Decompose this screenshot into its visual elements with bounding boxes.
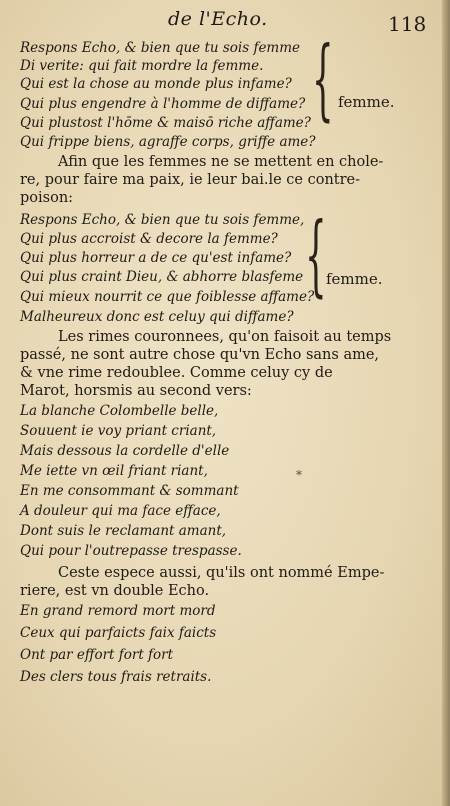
verse-line: Ceux qui parfaicts faix faicts xyxy=(20,625,217,641)
prose-line: Marot, horsmis au second vers: xyxy=(20,383,252,399)
curly-brace: { xyxy=(305,204,327,309)
stanza-1-line: Qui est la chose au monde plus infame? xyxy=(20,76,292,92)
verse-line: Me iette vn œil friant riant, xyxy=(20,463,208,479)
stanza-2-line: Qui plus horreur a de ce qu'est infame? xyxy=(20,250,292,266)
verse-line: Dont suis le reclamant amant, xyxy=(20,523,227,539)
stanza-1-line: Qui plus engendre à l'homme de diffame? xyxy=(20,96,306,112)
verse-line: En me consommant & sommant xyxy=(20,483,239,499)
stanza-1-line: Qui frippe biens, agraffe corps, griffe ame? xyxy=(20,134,316,150)
stanza-1-line: Respons Echo, & bien que tu sois femme xyxy=(20,40,301,56)
page-gutter xyxy=(442,0,450,806)
prose-line: riere, est vn double Echo. xyxy=(20,583,210,599)
verse-line: A douleur qui ma face efface, xyxy=(20,503,221,519)
prose-line: Ceste espece aussi, qu'ils ont nommé Empe- xyxy=(58,565,385,581)
verse-line: Souuent ie voy priant criant, xyxy=(20,423,217,439)
prose-line: Afin que les femmes ne se mettent en chole- xyxy=(58,154,384,170)
stanza-2-line: Qui mieux nourrit ce que foiblesse affame? xyxy=(20,289,315,305)
verse-line: La blanche Colombelle belle, xyxy=(20,403,219,419)
page-header xyxy=(0,6,450,34)
verse-line: Mais dessous la cordelle d'elle xyxy=(20,443,230,459)
verse-line: Qui pour l'outrepasse trespasse. xyxy=(20,543,242,559)
brace-word: femme. xyxy=(338,93,395,111)
running-head: de l'Echo. xyxy=(168,8,268,30)
page-number: 118 xyxy=(388,12,427,36)
verse-line: Ont par effort fort fort xyxy=(20,647,174,663)
stanza-1-line: Di verite: qui fait mordre la femme. xyxy=(20,58,264,74)
prose-line: poison: xyxy=(20,190,74,206)
stanza-2-line: Qui plus accroist & decore la femme? xyxy=(20,231,278,247)
stanza-2-line: Qui plus craint Dieu, & abhorre blasfeme xyxy=(20,269,304,285)
verse-line: Des clers tous frais retraits. xyxy=(20,669,212,685)
stanza-2-line: Malheureux donc est celuy qui diffame? xyxy=(20,309,294,325)
prose-line: Les rimes couronnees, qu'on faisoit au temps xyxy=(58,329,392,345)
catch-mark: * xyxy=(296,468,302,482)
verse-line: En grand remord mort mord xyxy=(20,603,216,619)
stanza-1-line: Qui plustost l'hōme & maisō riche affame? xyxy=(20,115,311,131)
curly-brace: { xyxy=(312,28,334,133)
prose-line: passé, ne sont autre chose qu'vn Echo sans ame, xyxy=(20,347,380,363)
prose-line: re, pour faire ma paix, ie leur bai.le ce contre- xyxy=(20,172,361,188)
stanza-2-line: Respons Echo, & bien que tu sois femme, xyxy=(20,212,305,228)
prose-line: & vne rime redoublee. Comme celuy cy de xyxy=(20,365,333,381)
brace-word: femme. xyxy=(326,270,383,288)
